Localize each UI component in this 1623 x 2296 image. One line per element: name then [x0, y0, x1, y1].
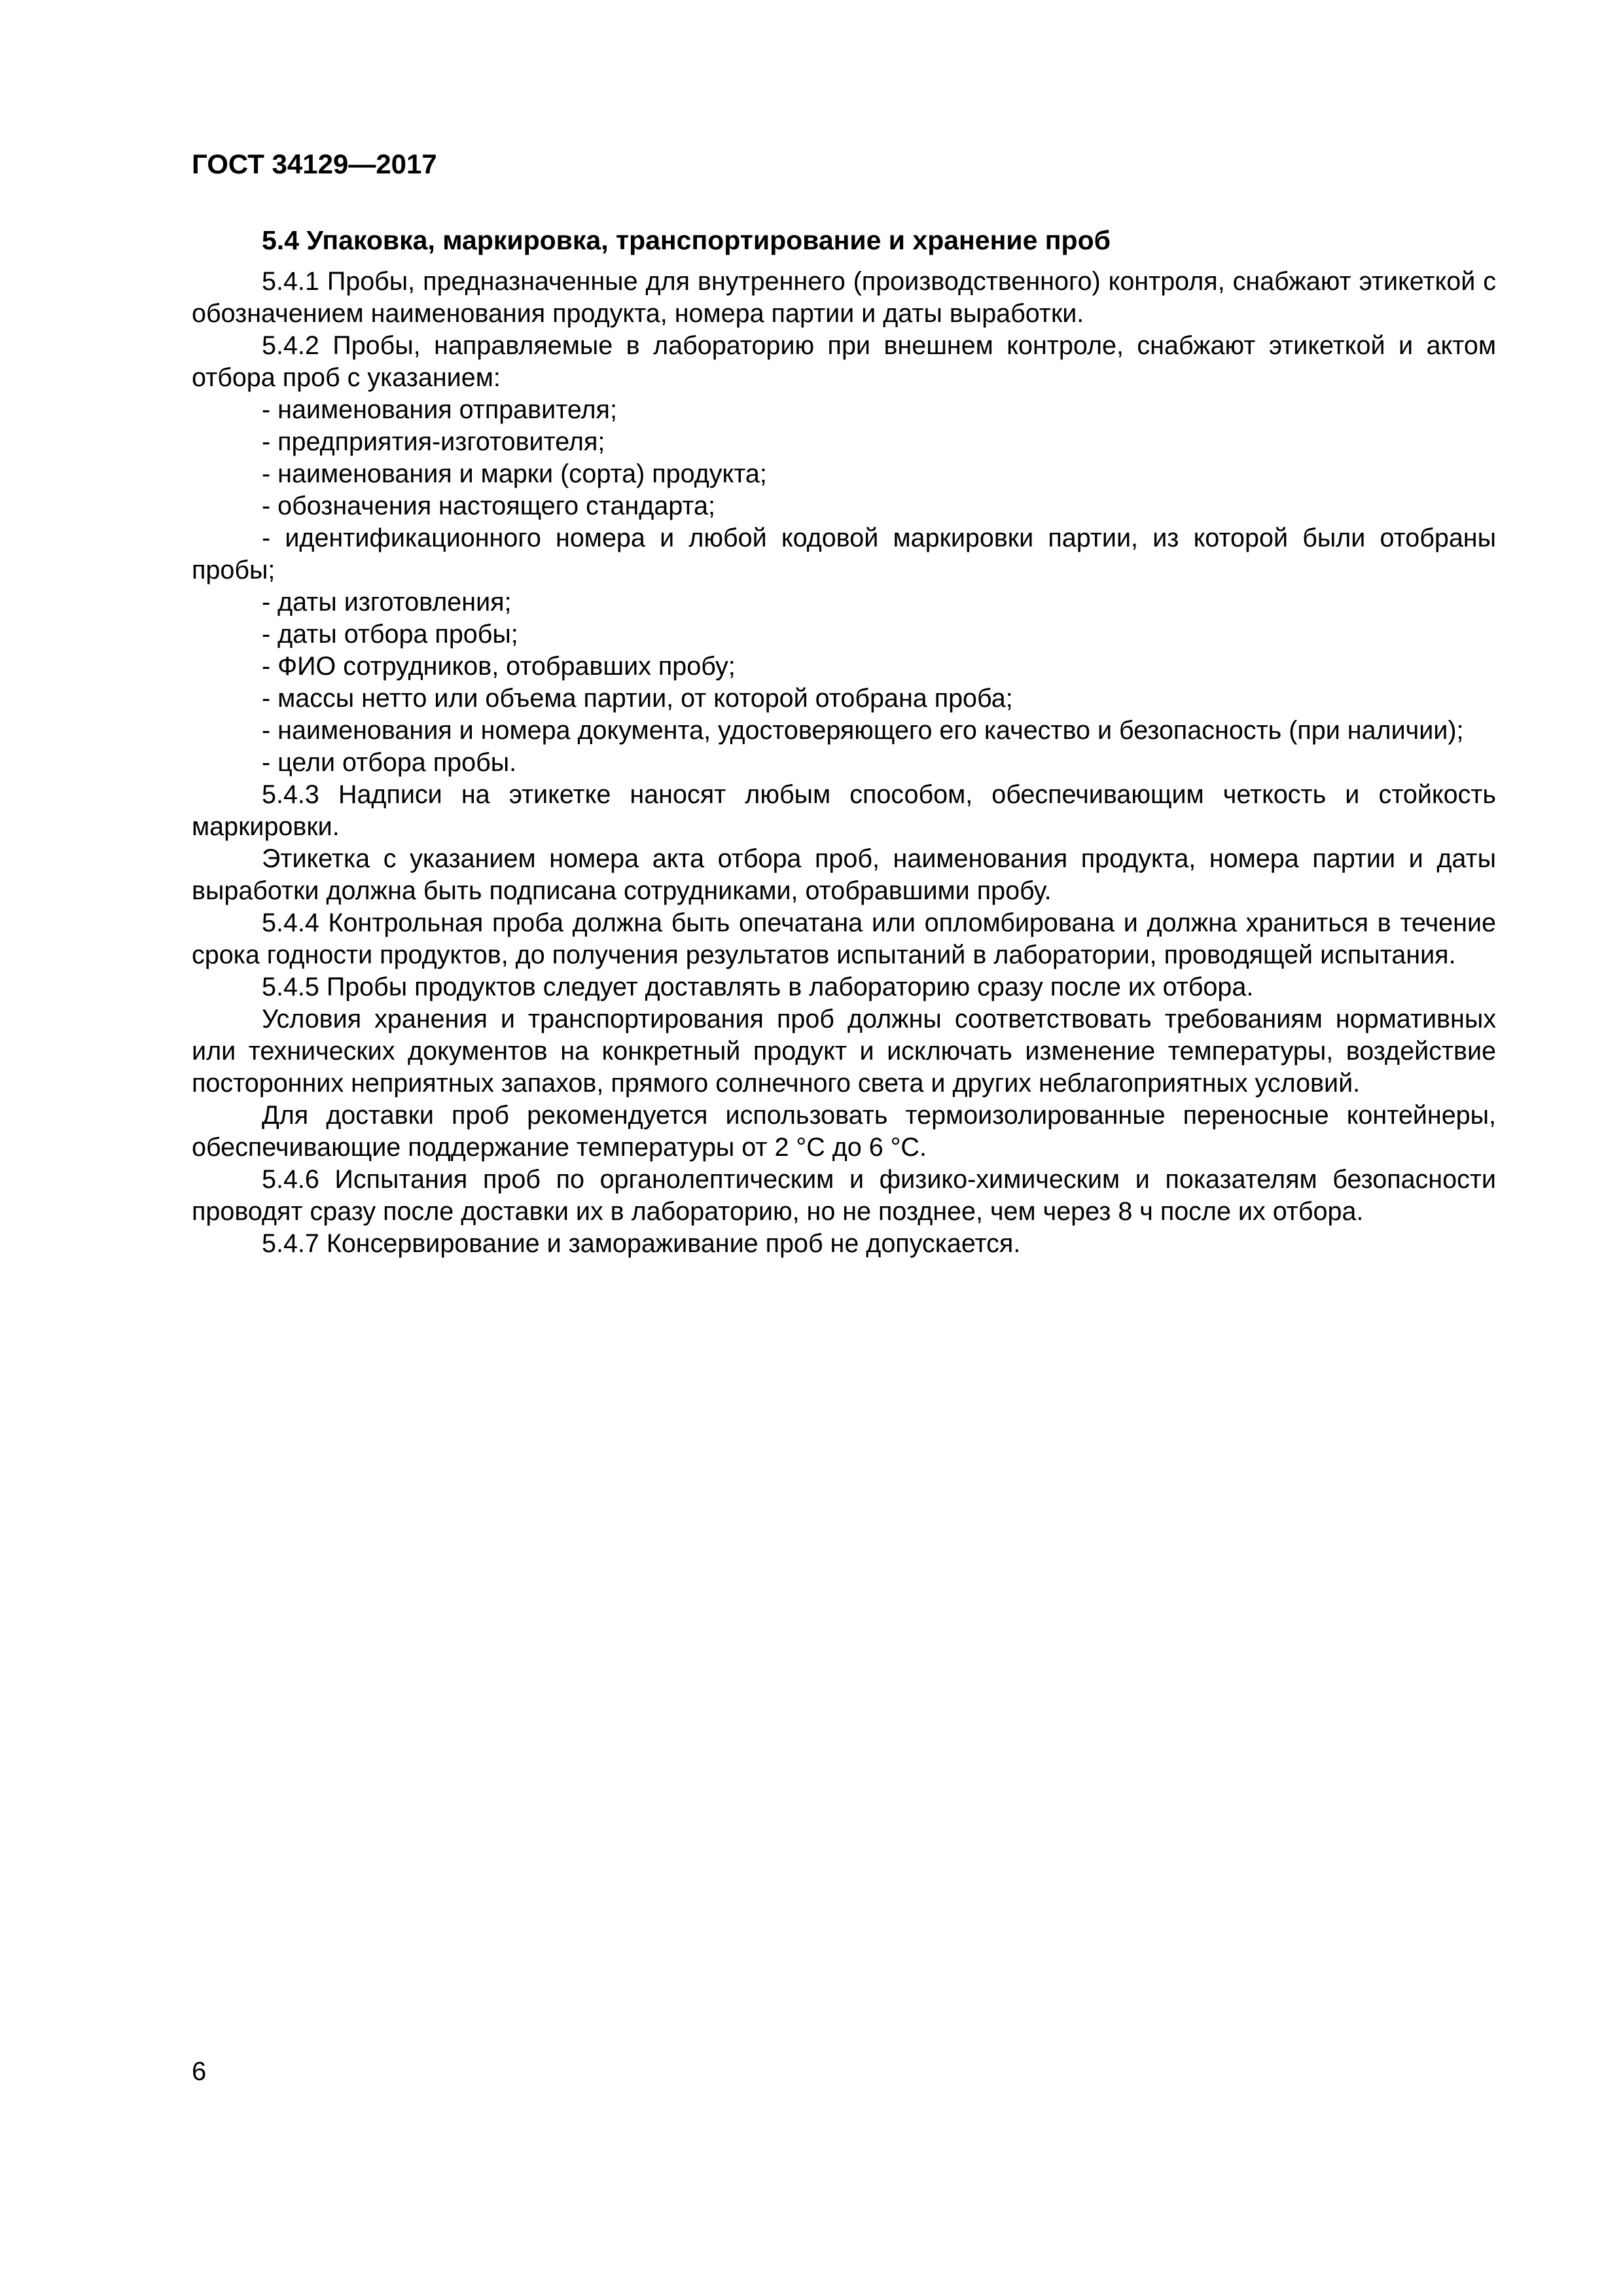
document-header: ГОСТ 34129—2017 [192, 149, 437, 179]
list-item: - ФИО сотрудников, отобравших пробу; [262, 652, 736, 681]
list-item: - предприятия-изготовителя; [262, 427, 605, 456]
section-title: 5.4 Упаковка, маркировка, транспортирование и хранение проб [262, 225, 1111, 255]
paragraph: Для доставки проб рекомендуется использовать термоизолированные переносные контейнеры, обеспечивающие поддержание температуры от 2 °С до 6 °С. [192, 1101, 1496, 1162]
list-item: - идентификационного номера и любой кодовой маркировки партии, из которой были отобраны пробы; [192, 524, 1496, 584]
paragraph: Условия хранения и транспортирования проб должны соответствовать требованиям нормативных или технических документов на конкретный продукт и исключать изменение температуры, воздействие посторонних неприятных запахов, прямого солнечного света и других неблагоприятных условий. [192, 1005, 1496, 1098]
list-item: - наименования отправителя; [262, 395, 617, 424]
paragraph-5-4-6: 5.4.6 Испытания проб по органолептическим и физико-химическим и показателям безопасности проводят сразу после доставки их в лабораторию, но не позднее, чем через 8 ч после их отбора. [192, 1165, 1496, 1226]
document-body [192, 221, 1496, 1260]
list-item: - даты отбора пробы; [262, 620, 518, 649]
page-number: 6 [192, 2057, 207, 2086]
paragraph-5-4-5: 5.4.5 Пробы продуктов следует доставлять в лабораторию сразу после их отбора. [262, 973, 1254, 1001]
list-item: - даты изготовления; [262, 588, 512, 617]
list-item: - массы нетто или объема партии, от которой отобрана проба; [262, 684, 1013, 713]
paragraph-5-4-1: 5.4.1 Пробы, предназначенные для внутреннего (производственного) контроля, снабжают этикеткой с обозначением наименования продукта, номера партии и даты выработки. [192, 267, 1496, 328]
list-item: - обозначения настоящего стандарта; [262, 492, 715, 520]
paragraph-5-4-3: 5.4.3 Надписи на этикетке наносят любым способом, обеспечивающим четкость и стойкость маркировки. [192, 780, 1496, 841]
paragraph-5-4-2: 5.4.2 Пробы, направляемые в лабораторию при внешнем контроле, снабжают этикеткой и актом отбора проб с указанием: [192, 331, 1496, 392]
list-item: - цели отбора пробы. [262, 748, 517, 777]
paragraph-5-4-4: 5.4.4 Контрольная проба должна быть опечатана или опломбирована и должна храниться в течение срока годности продуктов, до получения результатов испытаний в лаборатории, проводящей испытания. [192, 908, 1496, 969]
list-item: - наименования и марки (сорта) продукта; [262, 459, 767, 488]
list-item: - наименования и номера документа, удостоверяющего его качество и безопасность (при наличии); [262, 716, 1464, 745]
paragraph-5-4-7: 5.4.7 Консервирование и замораживание проб не допускается. [262, 1229, 1021, 1258]
paragraph: Этикетка с указанием номера акта отбора проб, наименования продукта, номера партии и даты выработки должна быть подписана сотрудниками, отобравшими пробу. [192, 844, 1496, 905]
